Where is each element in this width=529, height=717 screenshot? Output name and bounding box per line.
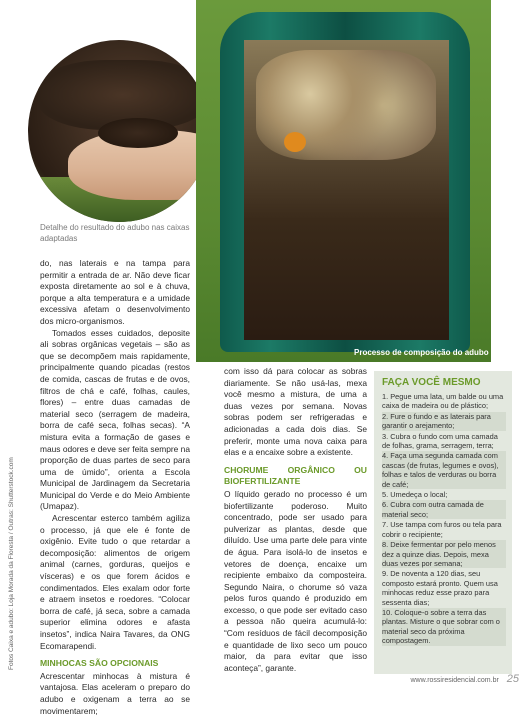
list-item: 2. Fure o fundo e as laterais para garantir o arejamento; <box>382 412 506 431</box>
photo-credit <box>8 430 24 670</box>
section-heading-chorume: CHORUME ORGÂNICO OU BIOFERTILIZANTE <box>224 464 367 487</box>
list-item: 4. Faça uma segunda camada com cascas (de frutas, legumes e ovos), folhas e talos de verduras ou borra de café; <box>382 451 506 489</box>
list-item: 8. Deixe fermentar por pelo menos dez a quinze dias. Depois, mexa duas vezes por semana; <box>382 540 506 568</box>
steps-list <box>374 392 512 646</box>
compost-bin-photo <box>196 0 491 362</box>
photo-credit-text: Fotos Caixa e adubo: Loja Morada da Floresta / Outras: Shutterstock.com <box>8 457 15 670</box>
diy-sidebar <box>374 371 512 674</box>
list-item: 7. Use tampa com furos ou tela para cobrir o recipiente; <box>382 520 502 539</box>
photo-caption: Processo de composição do adubo <box>354 348 489 357</box>
section-heading-minhocas: MINHOCAS SÃO OPCIONAIS <box>40 658 159 669</box>
orange-peel <box>284 132 306 152</box>
article-column-1 <box>40 258 190 717</box>
paragraph: com isso dá para colocar as sobras diariamente. Se não usá-las, mexa você mesmo a mistura, de uma a duas vezes por semana. Novas sobras podem ser refrigeradas e adicionadas a cada dois dias. Se preferir, monte uma nova caixa para elas e a encaixe sobre a existente. <box>224 366 367 458</box>
compost-detail-photo <box>28 40 210 222</box>
paragraph: Tomados esses cuidados, deposite ali sobras orgânicas vegetais – são as que se decompõem mais rapidamente, principalmente quando picadas (restos de comida, cascas de frutas e de ovos, filtros de chá e café, folhas, caules, flores) – entre duas camadas de material seco (serragem de madeira, borra de café seca, folhas secas). “A mistura evita a formação de gases e maus odores e deve ser feita sempre na proporção de duas partes de seco para uma de úmido”, orienta a Escola Municipal de Jardinagem da Secretaria Municipal do Verde e do Meio Ambiente (Umapaz). <box>40 327 190 512</box>
page-number: 25 <box>506 673 519 685</box>
article-column-2 <box>224 366 367 674</box>
list-item: 1. Pegue uma lata, um balde ou uma caixa de madeira ou de plástico; <box>382 392 504 411</box>
list-item: 3. Cubra o fundo com uma camada de folhas, grama, serragem, terra; <box>382 431 498 451</box>
food-scraps <box>256 50 436 160</box>
list-item: 10. Coloque-o sobre a terra das plantas. Misture o que sobrar com o material seco da próxima compostagem. <box>382 608 506 646</box>
list-item: 5. Umedeça o local; <box>382 490 448 500</box>
page-footer <box>410 673 519 685</box>
list-item: 6. Cubra com outra camada de material seco; <box>382 500 506 519</box>
paragraph: do, nas laterais e na tampa para permitir a entrada de ar. Não deve ficar exposta diretamente ao sol e à chuva, porque a alta temperatura e a umidade excessiva afetam o desenvolvimento dos micro-organismos. <box>40 258 190 326</box>
paragraph: O líquido gerado no processo é um biofertilizante poderoso. Muito concentrado, pode ser usado para pulverizar as plantas, desde que diluído. Use uma parte dele para vinte de água. Para isolá-lo de insetos e vetores de doença, encaixe um recipiente embaixo da composteira. Segundo Naira, o chorume só vaza pelos furos quando é produzido em excesso, o que pode ser evitado caso a pessoa não queira acumulá-lo: “Com resíduos de fácil decomposição e quantidade de lixo seco um pouco maior, da para evitar que isso aconteça”, garante. <box>224 488 367 673</box>
paragraph: Acrescentar minhocas à mistura é vantajosa. Elas aceleram o preparo do adubo e oxigenam a terra ao se movimentarem; <box>40 670 190 716</box>
detail-caption: Detalhe do resultado do adubo nas caixas adaptadas <box>40 223 190 243</box>
compost-handful <box>98 118 178 148</box>
paragraph: Acrescentar esterco também agiliza o processo, já que ele é fonte de oxigênio. Evite tudo o que retardar a decomposição: alimentos de origem animal (carnes, gorduras, queijos e vísceras) e os que forem ácidos e condimentados. Eles exalam odor forte e atraem insetos e roedores. “Colocar borra de café, já seca, sobre a camada superior elimina odores e afasta insetos”, indica Naira Tavares, da ONG Ecomarapendi. <box>40 513 190 651</box>
footer-url: www.rossiresidencial.com.br <box>410 677 499 684</box>
list-item: 9. De noventa a 120 dias, seu composto estará pronto. Quem usa minhocas reduz esse prazo para sessenta dias; <box>382 569 498 607</box>
sidebar-title: FAÇA VOCÊ MESMO <box>382 377 481 388</box>
